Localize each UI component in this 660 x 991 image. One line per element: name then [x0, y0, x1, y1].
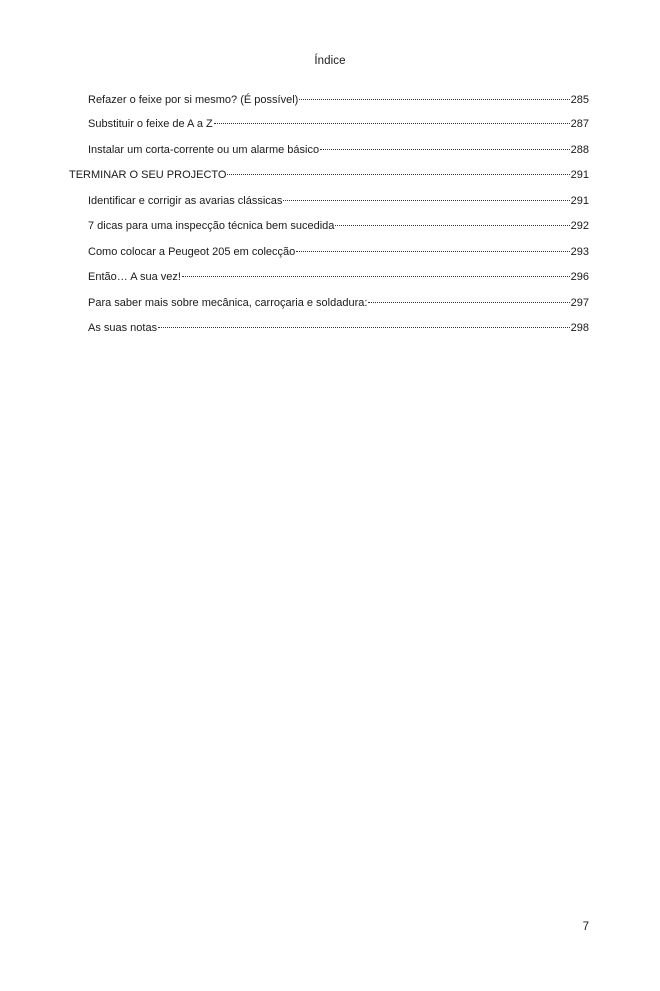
toc-dot-leader	[368, 292, 569, 306]
toc-entry[interactable]	[88, 317, 589, 334]
toc-entry-page: 291	[570, 169, 589, 181]
toc-entry-page: 296	[570, 271, 589, 283]
toc-dot-leader	[296, 241, 569, 255]
toc-entry-title: Substituir o feixe de A a Z	[88, 118, 213, 130]
toc-entry-page: 292	[570, 220, 589, 232]
toc-entry-title: Para saber mais sobre mecânica, carroçaria e soldadura:	[88, 297, 368, 309]
toc-entry-title: Então… A sua vez!	[88, 271, 181, 283]
toc-entry-page: 297	[570, 297, 589, 309]
toc-entry[interactable]	[88, 266, 589, 283]
page-number: 7	[582, 921, 589, 933]
toc-entry[interactable]	[88, 89, 589, 106]
toc-entry-page: 287	[570, 118, 589, 130]
toc-entry-page: 285	[570, 94, 589, 106]
toc-entry[interactable]	[88, 139, 589, 156]
toc-entry-title: Como colocar a Peugeot 205 em colecção	[88, 246, 296, 258]
toc-entry-title: Instalar um corta-corrente ou um alarme básico	[88, 144, 320, 156]
toc-dot-leader	[299, 89, 569, 103]
toc-dot-leader	[214, 113, 570, 127]
toc-entry[interactable]	[88, 190, 589, 207]
toc-entry-title: 7 dicas para uma inspecção técnica bem sucedida	[88, 220, 335, 232]
toc-dot-leader	[227, 164, 569, 178]
toc-entry-page: 291	[570, 195, 589, 207]
toc-entry-page: 293	[570, 246, 589, 258]
page-title: Índice	[314, 55, 346, 67]
toc-dot-leader	[335, 215, 569, 229]
toc-entry-title: As suas notas	[88, 322, 158, 334]
toc-entry-title: TERMINAR O SEU PROJECTO	[69, 169, 227, 181]
toc-entry[interactable]	[88, 215, 589, 232]
toc-dot-leader	[182, 266, 570, 280]
toc-entry[interactable]	[88, 292, 589, 309]
toc-entry[interactable]	[69, 164, 589, 181]
toc-entry-page: 298	[570, 322, 589, 334]
toc-dot-leader	[320, 139, 570, 153]
toc-dot-leader	[283, 190, 569, 204]
toc-dot-leader	[158, 317, 570, 331]
toc-entry[interactable]	[88, 113, 589, 130]
toc-entry[interactable]	[88, 241, 589, 258]
toc-entry-title: Refazer o feixe por si mesmo? (É possível)	[88, 94, 299, 106]
toc-entry-page: 288	[570, 144, 589, 156]
toc-entry-title: Identificar e corrigir as avarias clássicas	[88, 195, 283, 207]
